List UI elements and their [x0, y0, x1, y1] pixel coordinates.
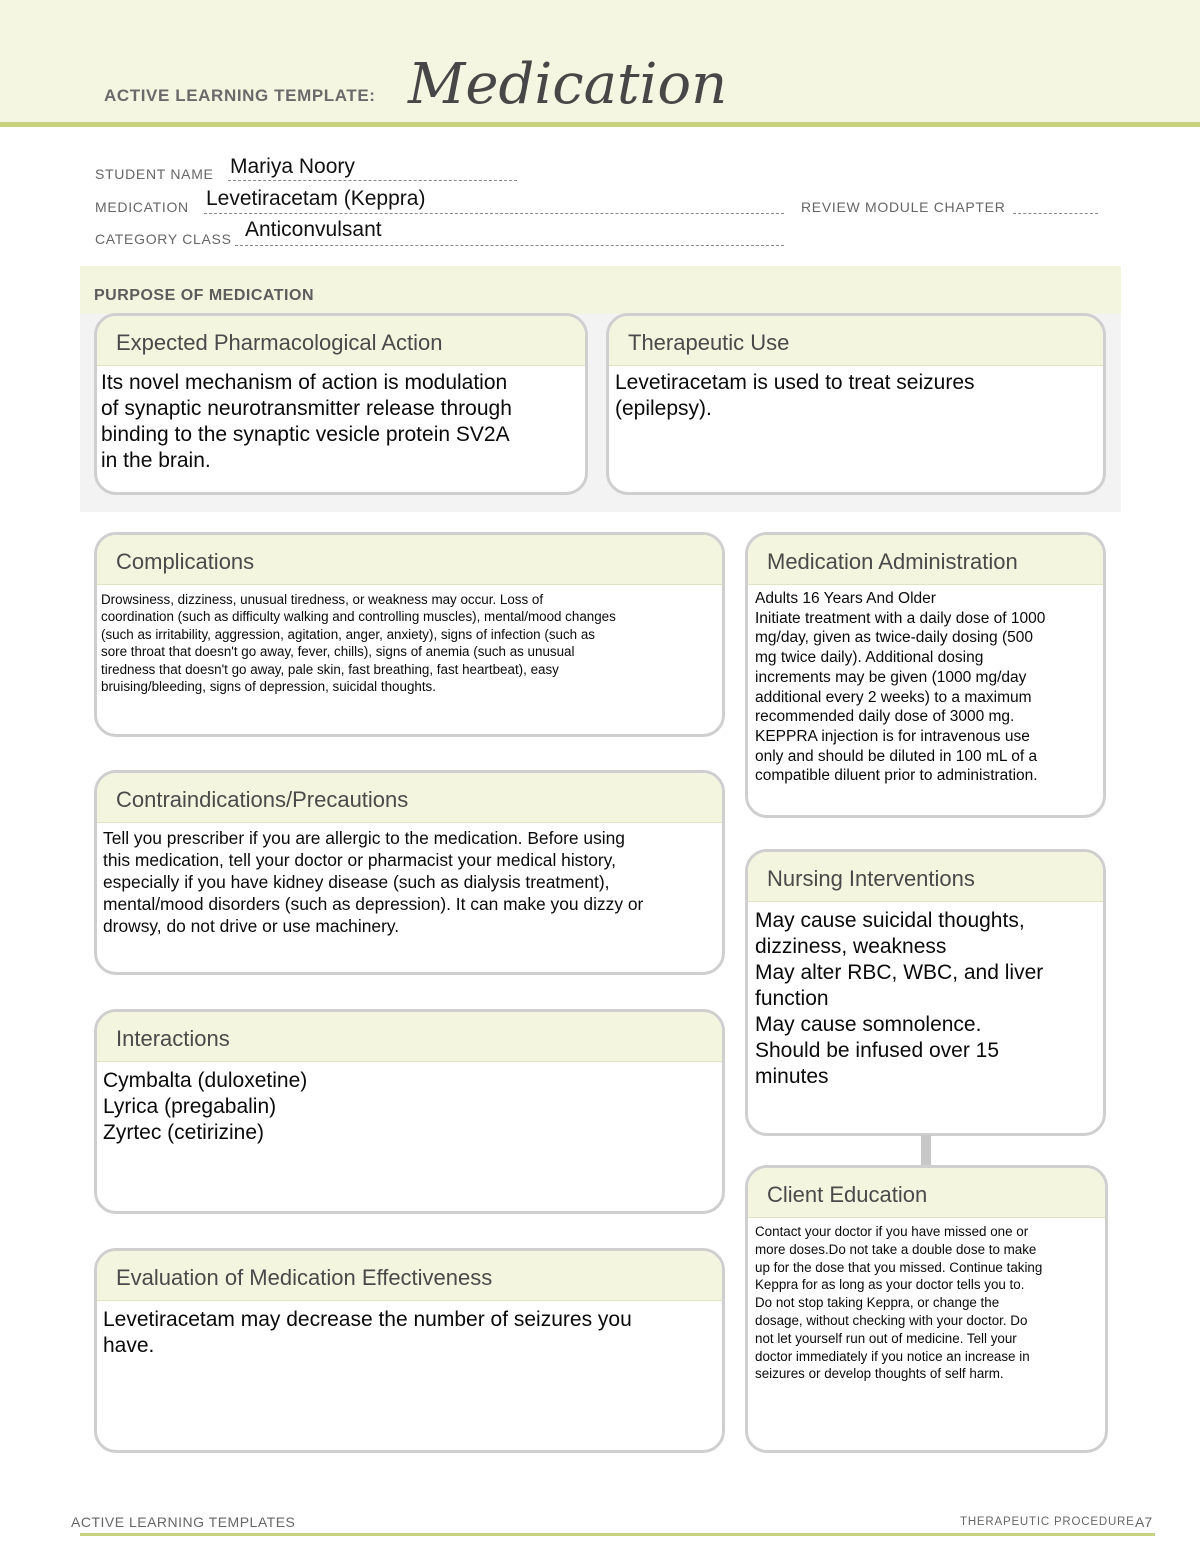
text-line: Adults 16 Years And Older	[755, 590, 936, 607]
text-line: Contact your doctor if you have missed one or	[755, 1224, 1029, 1239]
interactions-text[interactable]	[97, 1062, 722, 1146]
card-client-education	[745, 1165, 1108, 1453]
category-class-label: CATEGORY CLASS	[95, 231, 232, 247]
card-title: Medication Administration	[748, 535, 1103, 585]
text-line: coordination (such as difficulty walking and controlling muscles), mental/mood changes	[101, 609, 616, 625]
text-line: (epilepsy).	[615, 397, 712, 420]
purpose-heading: PURPOSE OF MEDICATION	[94, 287, 314, 304]
text-line: dizziness, weakness	[755, 935, 947, 958]
text-line: Levetiracetam is used to treat seizures	[615, 371, 975, 394]
text-line: Tell you prescriber if you are allergic to the medication. Before using	[103, 828, 625, 848]
text-line: minutes	[755, 1065, 829, 1088]
card-title: Therapeutic Use	[609, 316, 1103, 366]
text-line: in the brain.	[101, 449, 211, 472]
card-connector	[921, 1135, 931, 1165]
page-number: A7	[1135, 1514, 1153, 1530]
text-line: tiredness that doesn't go away, pale skin, fast breathing, fast heartbeat), easy	[101, 661, 559, 677]
medication-field[interactable]: Levetiracetam (Keppra)	[206, 187, 426, 210]
text-line: increments may be given (1000 mg/day	[755, 668, 1027, 686]
text-line: Keppra for as long as your doctor tells you to.	[755, 1277, 1025, 1293]
text-line: Its novel mechanism of action is modulation	[101, 371, 508, 394]
text-line: Should be infused over 15	[755, 1039, 1000, 1062]
text-line: more doses.Do not take a double dose to make	[755, 1241, 1037, 1257]
card-complications	[94, 532, 725, 737]
footer-divider	[80, 1533, 1155, 1536]
text-line: dosage, without checking with your doctor. Do	[755, 1312, 1028, 1328]
card-title: Expected Pharmacological Action	[97, 316, 585, 366]
text-line: Initiate treatment with a daily dose of 1000	[755, 609, 1046, 627]
card-title: Complications	[97, 535, 722, 585]
text-line: Drowsiness, dizziness, unusual tiredness, or weakness may occur. Loss of	[101, 592, 544, 607]
text-line: Do not stop taking Keppra, or change the	[755, 1295, 1000, 1311]
expected-action-text[interactable]	[97, 366, 585, 474]
category-class-line	[235, 245, 784, 246]
text-line: Lyrica (pregabalin)	[103, 1095, 277, 1118]
card-expected-action	[94, 313, 588, 495]
footer-right-label: THERAPEUTIC PROCEDURE	[960, 1516, 1135, 1528]
text-line: seizures or develop thoughts of self harm.	[755, 1366, 1004, 1382]
review-module-label: REVIEW MODULE CHAPTER	[801, 199, 1006, 215]
text-line: compatible diluent prior to administration.	[755, 767, 1038, 785]
complications-text[interactable]	[97, 585, 722, 695]
administration-text[interactable]	[748, 585, 1103, 786]
text-line: Zyrtec (cetirizine)	[103, 1121, 265, 1144]
text-line: have.	[103, 1334, 155, 1357]
student-name-line	[228, 180, 517, 181]
text-line: doctor immediately if you notice an increase in	[755, 1348, 1030, 1364]
page-title: Medication	[408, 52, 728, 117]
text-line: only and should be diluted in 100 mL of a	[755, 747, 1038, 765]
text-line: of synaptic neurotransmitter release through	[101, 397, 512, 420]
card-nursing-interventions	[745, 849, 1106, 1136]
nursing-text[interactable]	[748, 902, 1103, 1090]
text-line: bruising/bleeding, signs of depression, suicidal thoughts.	[101, 679, 436, 695]
card-contraindications	[94, 770, 725, 975]
card-evaluation	[94, 1248, 725, 1453]
student-name-label: STUDENT NAME	[95, 166, 214, 182]
text-line: binding to the synaptic vesicle protein SV2A	[101, 423, 510, 446]
evaluation-text[interactable]	[97, 1301, 722, 1359]
review-module-line	[1013, 213, 1098, 214]
card-therapeutic-use	[606, 313, 1106, 495]
card-title: Nursing Interventions	[748, 852, 1103, 902]
medication-label: MEDICATION	[95, 199, 189, 215]
card-title: Contraindications/Precautions	[97, 773, 722, 823]
text-line: not let yourself run out of medicine. Tell your	[755, 1330, 1017, 1346]
text-line: mental/mood disorders (such as depression). It can make you dizzy or	[103, 894, 644, 914]
footer-left-label: ACTIVE LEARNING TEMPLATES	[71, 1514, 296, 1530]
card-title: Client Education	[748, 1168, 1105, 1218]
contraindications-text[interactable]	[97, 823, 722, 937]
card-medication-administration	[745, 532, 1106, 818]
text-line: (such as irritability, aggression, agitation, anger, anxiety), signs of infection (such as	[101, 626, 595, 642]
text-line: especially if you have kidney disease (such as dialysis treatment),	[103, 872, 610, 892]
text-line: this medication, tell your doctor or pharmacist your medical history,	[103, 850, 616, 870]
text-line: function	[755, 987, 829, 1010]
category-class-field[interactable]: Anticonvulsant	[245, 218, 382, 241]
text-line: May cause somnolence.	[755, 1013, 982, 1036]
text-line: additional every 2 weeks) to a maximum	[755, 688, 1032, 706]
text-line: sore throat that doesn't go away, fever, chills), signs of anemia (such as unusual	[101, 644, 575, 660]
therapeutic-use-text[interactable]	[609, 366, 1103, 422]
card-interactions	[94, 1009, 725, 1214]
student-name-field[interactable]: Mariya Noory	[230, 155, 355, 178]
card-title: Evaluation of Medication Effectiveness	[97, 1251, 722, 1301]
text-line: mg twice daily). Additional dosing	[755, 649, 984, 667]
text-line: mg/day, given as twice-daily dosing (500	[755, 629, 1033, 647]
text-line: Levetiracetam may decrease the number of seizures you	[103, 1308, 632, 1331]
education-text[interactable]	[748, 1218, 1105, 1383]
text-line: up for the dose that you missed. Continue taking	[755, 1259, 1043, 1275]
card-title: Interactions	[97, 1012, 722, 1062]
text-line: May alter RBC, WBC, and liver	[755, 961, 1044, 984]
text-line: drowsy, do not drive or use machinery.	[103, 916, 400, 936]
header-divider	[0, 122, 1200, 127]
text-line: recommended daily dose of 3000 mg.	[755, 708, 1015, 726]
template-label: ACTIVE LEARNING TEMPLATE:	[104, 86, 376, 105]
medication-line	[204, 213, 784, 214]
text-line: KEPPRA injection is for intravenous use	[755, 727, 1030, 745]
text-line: May cause suicidal thoughts,	[755, 909, 1025, 932]
text-line: Cymbalta (duloxetine)	[103, 1069, 308, 1092]
